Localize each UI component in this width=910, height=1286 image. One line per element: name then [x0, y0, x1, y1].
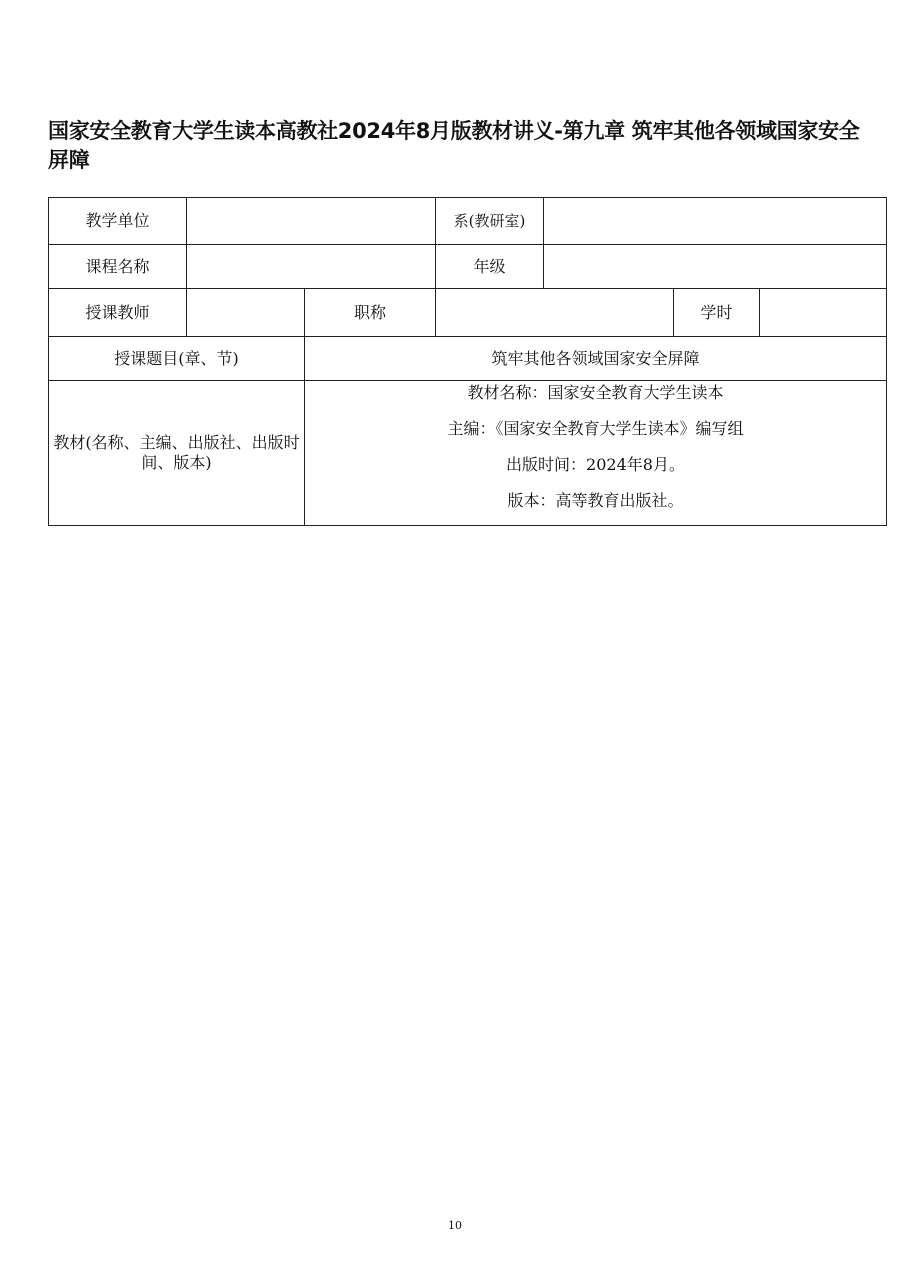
material-date-line: 出版时间：2024年8月。	[506, 455, 685, 474]
teaching-unit-label: 教学单位	[49, 198, 187, 245]
department-value	[544, 198, 887, 245]
hours-value	[760, 289, 887, 337]
material-editor-line: 主编：《国家安全教育大学生读本》编写组	[447, 419, 744, 438]
teaching-unit-value	[187, 198, 436, 245]
material-edition-line: 版本：高等教育出版社。	[507, 491, 684, 510]
page-number: 10	[448, 1219, 462, 1232]
table-row-topic	[49, 337, 887, 381]
teacher-value	[187, 289, 305, 337]
department-label: 系(教研室)	[436, 198, 544, 245]
lesson-info-table	[48, 197, 887, 526]
grade-label: 年级	[436, 245, 544, 289]
table-row-teacher	[49, 289, 887, 337]
topic-value: 筑牢其他各领域国家安全屏障	[305, 337, 887, 381]
teacher-label: 授课教师	[49, 289, 187, 337]
material-info	[305, 381, 887, 526]
material-label: 教材(名称、主编、出版社、出版时间、版本)	[49, 381, 305, 526]
grade-value	[544, 245, 887, 289]
job-title-value	[436, 289, 674, 337]
course-name-value	[187, 245, 436, 289]
table-row-material	[49, 381, 887, 526]
job-title-label: 职称	[305, 289, 436, 337]
table-row-course	[49, 245, 887, 289]
table-row-teaching-unit	[49, 198, 887, 245]
topic-label: 授课题目(章、节)	[49, 337, 305, 381]
hours-label: 学时	[674, 289, 760, 337]
course-name-label: 课程名称	[49, 245, 187, 289]
document-title: 国家安全教育大学生读本高教社2024年8月版教材讲义-第九章 筑牢其他各领域国家安全屏障	[48, 119, 860, 172]
material-name-line: 教材名称：国家安全教育大学生读本	[467, 383, 724, 402]
